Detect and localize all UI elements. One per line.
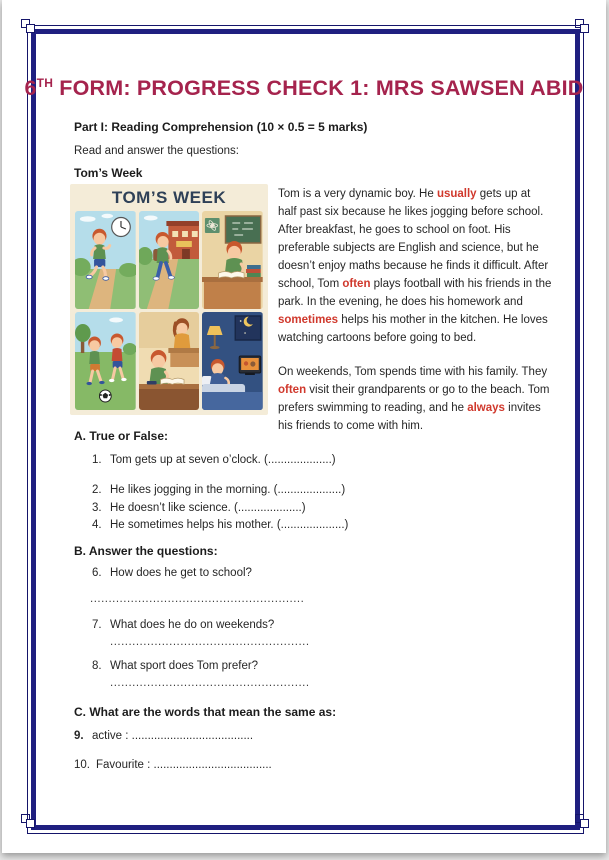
question-4: 4. He sometimes helps his mother. (....................) (92, 519, 349, 531)
corner-ornament (21, 19, 36, 34)
question-8: 8. What sport does Tom prefer? (92, 660, 259, 672)
illustration-panels (70, 211, 268, 415)
panel-walking-to-school-illustration (139, 211, 200, 309)
panel-homework-with-mother-illustration (139, 312, 200, 410)
answer-line-7: ...................................................... (110, 636, 310, 648)
corner-ornament (575, 814, 590, 829)
document-page (2, 0, 606, 853)
reading-passage (278, 185, 552, 435)
answer-line-6: .......................................................... (90, 593, 305, 605)
page-title: 6TH FORM: PROGRESS CHECK 1: MRS SAWSEN ABID (24, 76, 584, 101)
section-a-heading: A. True or False: (74, 429, 169, 443)
panel-football-illustration (75, 312, 136, 410)
toms-week-illustration (70, 184, 268, 415)
instruction-text: Read and answer the questions: (74, 145, 239, 157)
passage-title: Tom’s Week (74, 166, 143, 180)
question-7: 7. What does he do on weekends? (92, 619, 275, 631)
panel-studying-illustration (202, 211, 263, 309)
passage-paragraph-1: Tom is a very dynamic boy. He usually gets up at half past six because he likes jogging before school. After breakfast, he goes to school on foot. His preferable subjects are English and science, but he doesn’t enjoy maths because he finds it difficult. After school, Tom often plays football with his friends in the park. In the evening, he does his homework and sometimes helps his mother in the kitchen. He loves watching cartoons before going to bed. (278, 188, 552, 344)
question-10: 10. Favourite : ..................................... (74, 759, 272, 771)
question-9: 9. active : ...................................... (74, 730, 254, 742)
panel-jogging-illustration (75, 211, 136, 309)
question-3: 3. He doesn’t like science. (....................) (92, 502, 306, 514)
section-c-heading: C. What are the words that mean the same as: (74, 705, 337, 719)
illustration-title: TOM’S WEEK (111, 188, 227, 207)
section-b-heading: B. Answer the questions: (74, 544, 218, 558)
corner-ornament (21, 814, 36, 829)
part1-heading: Part I: Reading Comprehension (10 × 0.5 = 5 marks) (74, 120, 368, 134)
question-2: 2. He likes jogging in the morning. (....................) (92, 484, 346, 496)
question-6: 6. How does he get to school? (92, 567, 252, 579)
panel-watching-tv-illustration (202, 312, 263, 410)
answer-line-8: ...................................................... (110, 677, 310, 689)
passage-paragraph-2: On weekends, Tom spends time with his family. They often visit their grandparents or go to the beach. Tom prefers swimming to reading, and he always invites his friends to come with him. (278, 366, 550, 432)
question-1: 1. Tom gets up at seven o’clock. (....................) (92, 454, 336, 466)
corner-ornament (575, 19, 590, 34)
